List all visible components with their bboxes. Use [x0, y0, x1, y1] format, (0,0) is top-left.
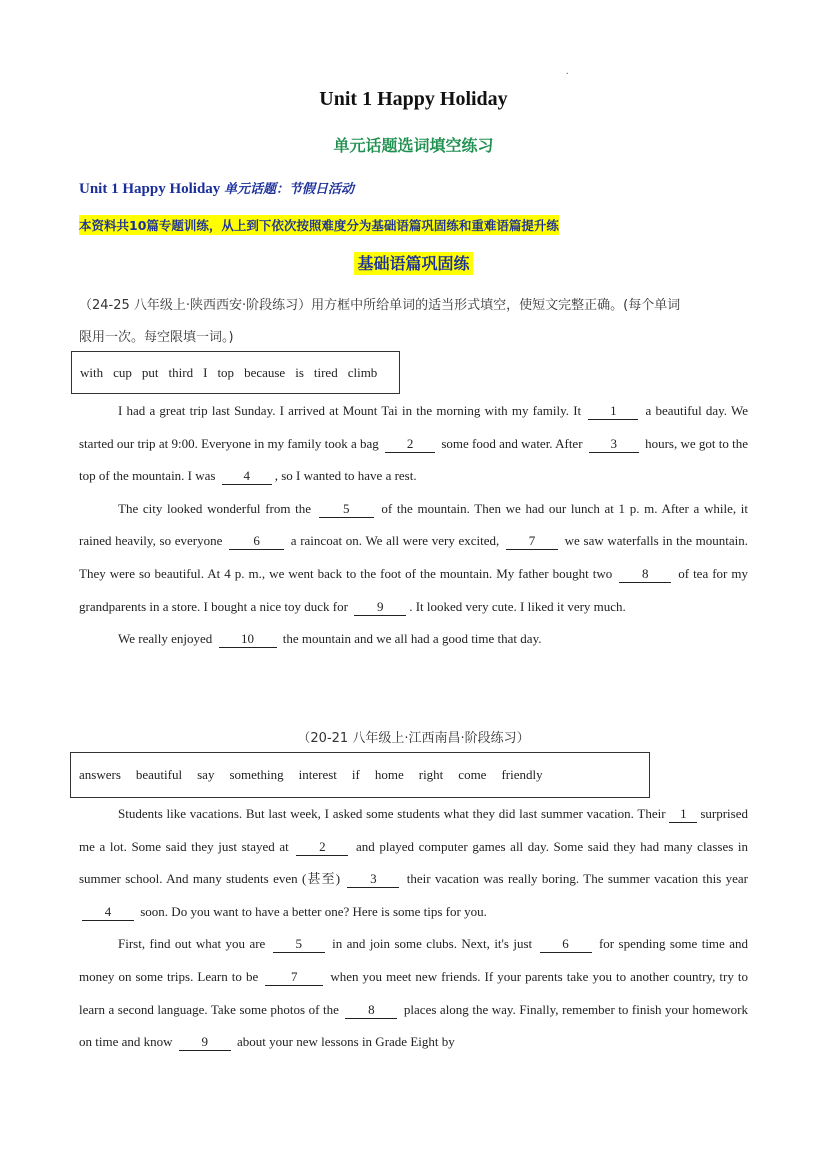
blank-3[interactable]: 3 — [589, 436, 639, 453]
word-bank-item: home — [374, 767, 404, 782]
text-run: First, find out what you are — [118, 936, 266, 952]
text-run: and played computer games all day. Some said they had many classes in summer school. And many students even (甚至) — [79, 838, 748, 887]
word-bank-item: say — [197, 767, 215, 782]
text-run: Students like vacations. But last week, I asked some students what they did last summer vacation. Their — [118, 806, 666, 821]
text-run: a raincoat on. We all were very excited, — [290, 533, 500, 549]
blank-4[interactable]: 4 — [82, 904, 134, 921]
blank-9[interactable]: 9 — [354, 599, 406, 616]
blank-6[interactable]: 6 — [540, 936, 592, 953]
blank-3[interactable]: 3 — [347, 871, 399, 888]
word-bank-item: with — [80, 364, 104, 380]
text-run: places along the way. Finally, remember to finish your homework on time and know — [79, 1001, 749, 1050]
word-bank-2 — [70, 752, 650, 798]
word-bank-item: right — [418, 767, 444, 782]
word-bank-item: answers — [79, 767, 121, 782]
word-bank-item: is — [295, 364, 304, 380]
section-heading — [0, 251, 827, 274]
instruction-line-1: （24-25 八年级上·陕西西安·阶段练习）用方框中所给单词的适当形式填空，使短文完整正确。(每个单词 — [79, 298, 681, 313]
blank-6[interactable]: 6 — [229, 533, 284, 550]
text-run: a beautiful day. We started our trip at 9:00. Everyone in my family took a bag — [79, 403, 748, 451]
word-bank-item: top — [217, 364, 235, 380]
blank-10[interactable]: 10 — [219, 631, 277, 648]
word-bank-item: I — [203, 364, 208, 380]
text-run: . It looked very cute. I liked it very much. — [409, 598, 626, 614]
word-bank-item: because — [244, 364, 286, 380]
unit-topic-en: Unit 1 Happy Holiday — [79, 181, 225, 197]
text-run: about your new lessons in Grade Eight by — [237, 1034, 455, 1050]
passage1-body — [79, 395, 748, 656]
word-bank-item: friendly — [501, 767, 543, 782]
text-run: of the mountain. Then we had our lunch at 1 p. m. After a while, it rained heavily, so everyone — [79, 500, 749, 549]
word-bank-1 — [71, 351, 400, 394]
page-title: Unit 1 Happy Holiday — [319, 88, 508, 110]
word-bank-item: tired — [313, 364, 338, 380]
blank-5[interactable]: 5 — [273, 936, 325, 953]
word-bank-item: cup — [113, 364, 132, 380]
passage2-paragraph-2 — [79, 928, 748, 1058]
text-run: when you meet new friends. If your parents take you to another country, try to learn a second language. Take some photos of the — [79, 968, 748, 1017]
passage1-paragraph-2 — [79, 493, 748, 623]
section-heading-label: 基础语篇巩固练 — [354, 252, 472, 275]
word-bank-item: something — [229, 767, 284, 782]
text-run: hours, we got to the top of the mountain. I was — [79, 435, 749, 484]
page-subtitle: 单元话题选词填空练习 — [333, 136, 494, 155]
text-run: their vacation was really boring. The summer vacation this year — [406, 871, 749, 887]
blank-4[interactable]: 4 — [222, 468, 272, 485]
text-run: soon. Do you want to have a better one? Here is some tips for you. — [140, 903, 487, 919]
passage2-body — [79, 798, 748, 1059]
word-bank-item: put — [141, 364, 159, 380]
blank-5[interactable]: 5 — [319, 501, 374, 518]
notice-banner: 本资料共10篇专题训练，从上到下依次按照难度分为基础语篇巩固练和重难语篇提升练 — [79, 215, 559, 235]
word-bank-item: if — [351, 767, 360, 782]
blank-7[interactable]: 7 — [506, 533, 558, 550]
instruction-line-2: 限用一次。每空限填一词。) — [79, 330, 234, 345]
passage2-source: （20-21 八年级上·江西南昌·阶段练习） — [297, 731, 530, 746]
text-run: the mountain and we all had a good time that day. — [282, 631, 542, 647]
header-dot: . — [566, 66, 569, 77]
text-run: surprised me a lot. Some said they just stayed at — [79, 806, 749, 854]
text-run: The city looked wonderful from the — [118, 500, 312, 516]
word-bank-item: climb — [347, 364, 378, 380]
blank-8[interactable]: 8 — [345, 1002, 397, 1019]
passage1-paragraph-1 — [79, 395, 748, 493]
word-bank-item: interest — [298, 767, 337, 782]
text-run: in and join some clubs. Next, it's just — [332, 936, 533, 952]
blank-1[interactable]: 1 — [669, 806, 697, 823]
passage1-paragraph-3 — [79, 623, 748, 656]
text-run: , so I wanted to have a rest. — [274, 468, 417, 484]
blank-8[interactable]: 8 — [619, 566, 671, 583]
blank-9[interactable]: 9 — [179, 1034, 231, 1051]
blank-2[interactable]: 2 — [385, 436, 435, 453]
text-run: some food and water. After — [441, 435, 583, 451]
blank-7[interactable]: 7 — [265, 969, 323, 986]
text-run: for spending some time and money on some trips. Learn to be — [79, 936, 748, 984]
passage1-instruction — [79, 290, 749, 354]
text-run: of tea for my grandparents in a store. I bought a nice toy duck for — [79, 565, 749, 614]
text-run: I had a great trip last Sunday. I arrived at Mount Tai in the morning with my family. It — [118, 403, 582, 418]
word-bank-item: third — [168, 364, 194, 380]
unit-topic — [79, 178, 354, 198]
blank-1[interactable]: 1 — [588, 403, 638, 420]
unit-topic-cn: 单元话题：节假日活动 — [224, 182, 355, 197]
text-run: we saw waterfalls in the mountain. They were so beautiful. At 4 p. m., we went back to the foot of the mountain. My father bought two — [79, 533, 749, 581]
text-run: We really enjoyed — [118, 631, 213, 647]
word-bank-item: come — [458, 767, 487, 782]
passage2-paragraph-1 — [79, 798, 748, 928]
blank-2[interactable]: 2 — [296, 839, 348, 856]
word-bank-item: beautiful — [135, 767, 183, 782]
